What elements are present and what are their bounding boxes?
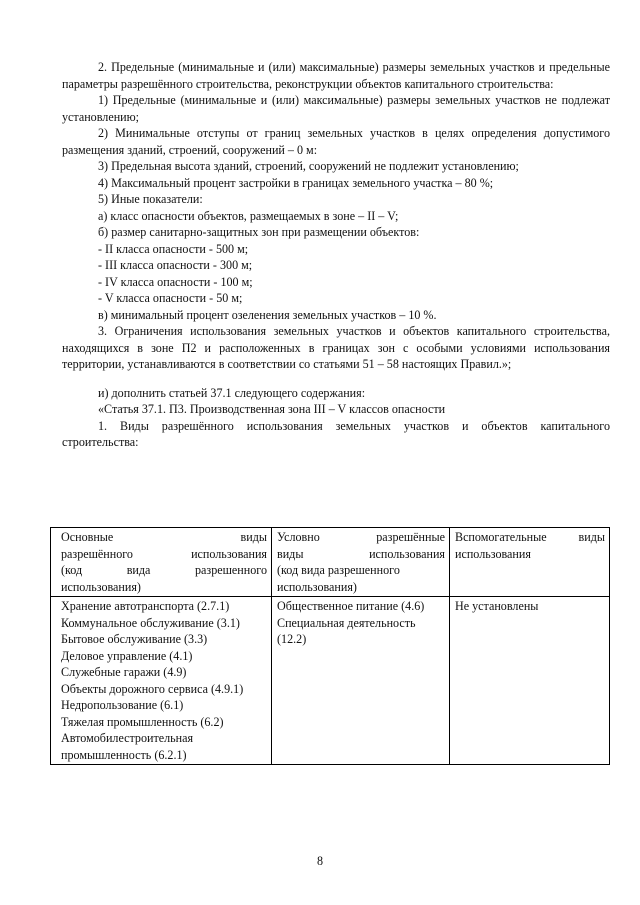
list-item: Специальная деятельность (12.2) (277, 615, 416, 646)
article-title: «Статья 37.1. П3. Производственная зона III – V классов опасности (98, 402, 446, 416)
header-line: использования) (61, 579, 141, 594)
spacer (62, 373, 610, 385)
main-uses-cell (51, 597, 272, 765)
auxiliary-uses-cell (450, 597, 610, 765)
header-line: разрешённого использования (61, 546, 267, 561)
paragraph: - IV класса опасности - 100 м; (98, 274, 253, 289)
paragraph: - III класса опасности - 300 м; (98, 258, 253, 272)
paragraph: - V класса опасности - 50 м; (98, 291, 243, 305)
list-item: Хранение автотранспорта (2.7.1) (61, 599, 230, 613)
paragraph: 1) Предельные (минимальные и (или) максимальные) размеры земельных участков не подлежат установлению; (62, 93, 610, 124)
header-line: Условно разрешённые (277, 530, 445, 544)
list-item: Недропользование (6.1) (61, 698, 184, 712)
paragraph: 2) Минимальные отступы от границ земельных участков в целях определения допустимого размещения зданий, строений, сооружений – 0 м: (62, 126, 610, 157)
paragraph: 1. Виды разрешённого использования земельных участков и объектов капитального строительства: (62, 418, 610, 449)
header-line: использования) (277, 579, 357, 594)
paragraph: 3) Предельная высота зданий, строений, сооружений не подлежит установлению; (98, 159, 519, 173)
list-item: Общественное питание (4.6) (277, 599, 425, 613)
header-main-uses (51, 528, 272, 597)
land-use-table (50, 527, 610, 765)
conditional-uses-cell (272, 597, 450, 765)
paragraph: и) дополнить статьей 37.1 следующего содержания: (98, 385, 366, 400)
header-line: использования (455, 546, 531, 561)
list-item: Объекты дорожного сервиса (4.9.1) (61, 681, 244, 696)
paragraph: 2. Предельные (минимальные и (или) максимальные) размеры земельных участков и предельные параметры разрешённого строительства, реконструкции объектов капитального строительства: (62, 60, 610, 91)
section-2 (62, 385, 610, 451)
paragraph: 5) Иные показатели: (98, 192, 203, 206)
list-item: Автомобилестроительная промышленность (6.2.1) (61, 731, 194, 762)
table-header-row (51, 528, 610, 597)
header-line: виды использования (277, 546, 445, 561)
list-item: Тяжелая промышленность (6.2) (61, 714, 224, 729)
header-line: Вспомогательные виды (455, 530, 605, 544)
paragraph: 4) Максимальный процент застройки в границах земельного участка – 80 %; (98, 175, 494, 190)
list-item: Не установлены (455, 599, 539, 613)
list-item: Служебные гаражи (4.9) (61, 665, 187, 679)
table-row (51, 597, 610, 765)
header-line: Основные виды (61, 530, 267, 544)
list-item: Коммунальное обслуживание (3.1) (61, 615, 240, 630)
paragraph: б) размер санитарно-защитных зон при размещении объектов: (98, 225, 420, 239)
section-1 (62, 59, 610, 373)
list-item: Деловое управление (4.1) (61, 648, 193, 663)
header-line: (код вида разрешенного (277, 563, 400, 577)
paragraph: а) класс опасности объектов, размещаемых в зоне – II – V; (98, 208, 399, 223)
document-body (62, 59, 610, 451)
header-conditional-uses (272, 528, 450, 597)
paragraph: в) минимальный процент озеленения земельных участков – 10 %. (98, 307, 437, 322)
page-number: 8 (316, 854, 324, 868)
header-auxiliary-uses (450, 528, 610, 597)
paragraph: - II класса опасности - 500 м; (98, 241, 249, 256)
list-item: Бытовое обслуживание (3.3) (61, 632, 208, 646)
header-line: (код вида разрешенного (61, 563, 267, 577)
paragraph: 3. Ограничения использования земельных участков и объектов капитального строительства, находящихся в зоне П2 и расположенных в границах зон с особыми условиями использования территории, устанавливаются в соответствии со статьями 51 – 58 настоящих Правил.»; (62, 324, 610, 371)
